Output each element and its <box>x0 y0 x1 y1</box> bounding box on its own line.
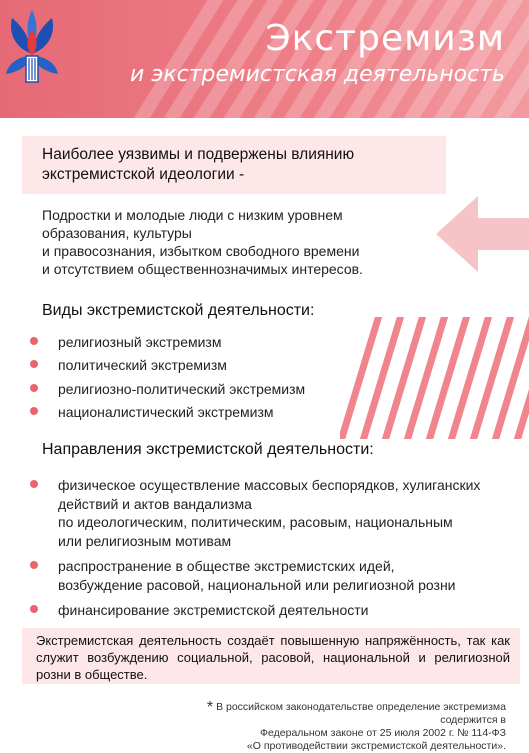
list-item-line: по идеологическим, политическим, расовым, национальным <box>58 514 453 530</box>
list-item <box>30 380 350 403</box>
list-item-line: финансирование экстремистской деятельности <box>58 602 369 618</box>
header-banner <box>0 0 529 118</box>
footnote-line: Федеральном законе от 25 июля 2002 г. № 114-ФЗ <box>260 727 506 739</box>
footnote-line: «О противодействии экстремистской деятельности». <box>246 740 506 752</box>
vulnerable-text-line: образования, культуры <box>42 225 192 241</box>
bullet-icon <box>30 384 38 392</box>
bullet-icon <box>30 337 38 345</box>
bullet-icon <box>30 407 38 415</box>
types-list <box>30 333 350 426</box>
list-item-text: националистический экстремизм <box>58 403 274 420</box>
list-item <box>30 403 350 426</box>
bullet-icon <box>30 561 38 569</box>
vulnerable-heading: Наиболее уязвимы и подвержены влиянию экстремистской идеологии - <box>42 146 355 183</box>
directions-heading: Направления экстремистской деятельности: <box>42 441 374 458</box>
footnote <box>190 701 506 753</box>
list-item <box>30 356 350 379</box>
directions-list <box>30 476 500 627</box>
bullet-icon <box>30 360 38 368</box>
types-heading: Виды экстремистской деятельности: <box>42 302 315 319</box>
vulnerable-text <box>42 206 422 278</box>
list-item-text: религиозный экстремизм <box>58 334 222 350</box>
page-subtitle: и экстремистская деятельность <box>129 62 505 87</box>
list-item-text: религиозно-политический экстремизм <box>58 380 306 397</box>
bullet-icon <box>30 480 38 488</box>
decorative-stripes <box>340 312 529 444</box>
list-item <box>30 557 500 594</box>
note-text: Экстремистская деятельность создаёт повышенную напряжённость, так как служит возбуждению социальной, расовой, национальной и религиозной розни в обществе. <box>36 633 510 682</box>
list-item <box>30 601 500 620</box>
arrow-left-icon <box>436 196 529 272</box>
list-item-line: физическое осуществление массовых беспорядков, хулиганских <box>58 477 481 493</box>
footnote-star: * <box>206 699 214 716</box>
page-title: Экстремизм <box>265 18 505 59</box>
list-item-line: действий и актов вандализма <box>58 495 252 512</box>
list-item-line: распространение в обществе экстремистских идей, <box>58 558 395 574</box>
vulnerable-text-line: и отсутствием общественнозначимых интересов. <box>42 261 363 277</box>
list-item <box>30 333 350 356</box>
vulnerable-text-line: Подростки и молодые люди с низким уровнем <box>42 207 343 223</box>
bullet-icon <box>30 605 38 613</box>
vulnerable-text-line: и правосознания, избытком свободного времени <box>42 243 360 259</box>
list-item <box>30 476 500 550</box>
list-item-line: возбуждение расовой, национальной или религиозной розни <box>58 576 456 593</box>
list-item-text: политический экстремизм <box>58 357 227 374</box>
list-item-line: или религиозным мотивам <box>58 532 232 549</box>
footnote-line: В российском законодательстве определение экстремизма содержится в <box>216 701 506 726</box>
